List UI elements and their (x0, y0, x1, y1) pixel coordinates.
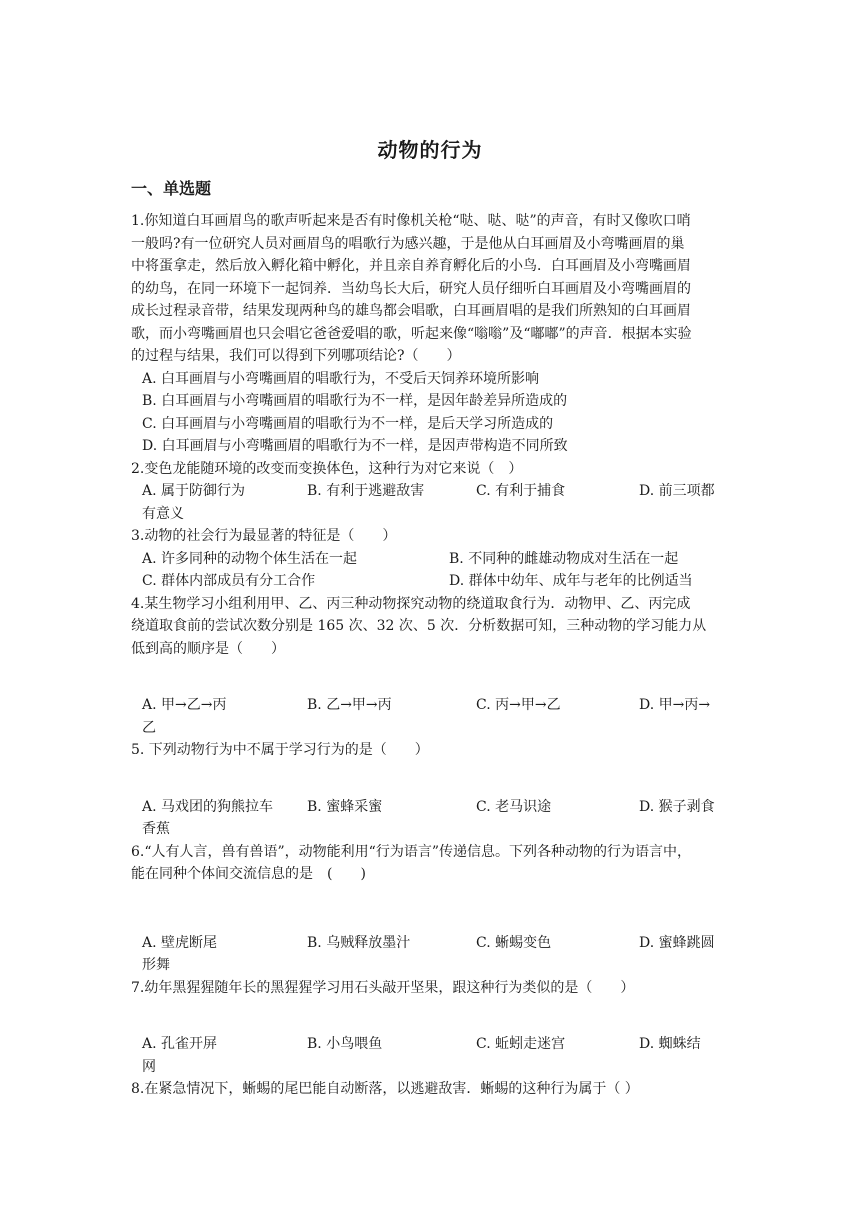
question-stem: 5. 下列动物行为中不属于学习行为的是（ ） (131, 742, 429, 758)
question-stem: 成长过程录音带，结果发现两种鸟的雄鸟都会唱歌，白耳画眉唱的是我们所熟知的白耳画眉 (131, 303, 691, 319)
option-a: A. 马戏团的狗熊拉车 (142, 798, 274, 815)
options-row (131, 548, 731, 571)
option-c: C. 白耳画眉与小弯嘴画眉的唱歌行为不一样，是后天学习所造成的 (142, 415, 554, 432)
question-stem: 4.某生物学习小组利用甲、乙、丙三种动物探究动物的绕道取食行为．动物甲、乙、丙完成 (131, 595, 691, 612)
option-c: C. 蜥蜴变色 (476, 934, 552, 951)
blank-space (131, 660, 731, 694)
question-stem: 3.动物的社会行为最显著的特征是（ ） (131, 528, 397, 544)
blank-space (131, 762, 731, 796)
option-b: B. 有利于逃避敌害 (307, 483, 425, 499)
option-d: D. 白耳画眉与小弯嘴画眉的唱歌行为不一样，是因声带构造不同所致 (142, 438, 568, 454)
question-3 (131, 525, 731, 593)
options-row (131, 796, 731, 819)
option-d: D. 前三项都 (639, 483, 715, 499)
question-stem: 1.你知道白耳画眉鸟的歌声听起来是否有时像机关枪“哒、哒、哒”的声音，有时又像吹口哨 (131, 213, 691, 229)
option-d-continued: 香蕉 (142, 821, 170, 837)
option-c: C. 蚯蚓走迷宫 (476, 1036, 566, 1052)
options-row (131, 932, 731, 955)
question-stem: 低到高的顺序是（ ） (131, 640, 285, 657)
options-row (131, 480, 731, 503)
question-4 (131, 593, 731, 740)
question-stem: 能在同种个体间交流信息的是 ( ) (131, 866, 366, 882)
option-d-continued: 乙 (142, 719, 156, 736)
question-7 (131, 977, 731, 1079)
option-a: A. 属于防御行为 (142, 483, 246, 499)
option-a: A. 壁虎断尾 (142, 934, 218, 951)
option-d-continued: 网 (142, 1058, 156, 1075)
options-row (131, 1033, 731, 1056)
blank-space (131, 999, 731, 1033)
options-row (131, 570, 731, 593)
question-2 (131, 458, 731, 526)
question-stem: 中将蛋拿走，然后放入孵化箱中孵化，并且亲自养育孵化后的小鸟．白耳画眉及小弯嘴画眉 (131, 258, 691, 274)
question-stem: 歌，而小弯嘴画眉也只会唱它爸爸爱唱的歌，听起来像“嗡嗡”及“嘟嘟”的声音．根据本实验 (131, 325, 692, 342)
option-d-continued: 形舞 (142, 957, 170, 973)
option-a: A. 甲→乙→丙 (142, 697, 227, 713)
option-b: B. 蜜蜂采蜜 (307, 798, 383, 815)
question-6 (131, 841, 731, 977)
option-d-continued: 有意义 (142, 505, 184, 522)
question-stem: 的幼鸟，在同一环境下一起饲养．当幼鸟长大后，研究人员仔细听白耳画眉及小弯嘴画眉的 (131, 280, 691, 297)
option-b: B. 白耳画眉与小弯嘴画眉的唱歌行为不一样，是因年龄差异所造成的 (142, 393, 568, 409)
option-d: D. 蜘蛛结 (639, 1036, 701, 1052)
options-row (131, 694, 731, 717)
blank-space (131, 886, 731, 932)
question-1 (131, 210, 731, 458)
question-stem: 一般吗?有一位研究人员对画眉鸟的唱歌行为感兴趣，于是他从白耳画眉及小弯嘴画眉的巢 (131, 235, 685, 252)
option-b: B. 乌贼释放墨汁 (307, 934, 411, 951)
question-list (131, 210, 731, 1101)
section-heading: 一、单选题 (131, 179, 212, 198)
question-stem: 的过程与结果，我们可以得到下列哪项结论?（ ） (131, 348, 461, 364)
option-b: B. 小鸟喂鱼 (307, 1036, 383, 1052)
option-c: C. 群体内部成员有分工合作 (142, 573, 316, 589)
option-b: B. 乙→甲→丙 (307, 697, 392, 713)
option-a: A. 白耳画眉与小弯嘴画眉的唱歌行为，不受后天饲养环境所影响 (142, 370, 540, 387)
question-stem: 绕道取食前的尝试次数分别是 165 次、32 次、5 次．分析数据可知，三种动物的学习能力从 (131, 618, 707, 634)
option-d: D. 猴子剥食 (639, 798, 715, 815)
question-stem: 8.在紧急情况下，蜥蜴的尾巴能自动断落，以逃避敌害．蜥蜴的这种行为属于（ ） (131, 1081, 639, 1097)
page-title: 动物的行为 (377, 138, 483, 162)
option-d: D. 甲→丙→ (639, 697, 711, 713)
question-stem: 7.幼年黑猩猩随年长的黑猩猩学习用石头敲开坚果，跟这种行为类似的是（ ） (131, 979, 635, 996)
option-d: D. 蜜蜂跳圆 (639, 934, 715, 951)
option-b: B. 不同种的雌雄动物成对生活在一起 (449, 550, 679, 567)
option-a: A. 许多同种的动物个体生活在一起 (142, 550, 358, 567)
question-5 (131, 739, 731, 841)
option-d: D. 群体中幼年、成年与老年的比例适当 (449, 573, 693, 589)
option-a: A. 孔雀开屏 (142, 1036, 218, 1052)
question-stem: 6.“人有人言，兽有兽语”，动物能利用“行为语言”传递信息。下列各种动物的行为语言中， (131, 843, 691, 860)
question-stem: 2.变色龙能随环境的改变而变换体色，这种行为对它来说（ ） (131, 460, 523, 477)
question-8 (131, 1078, 731, 1101)
option-c: C. 有利于捕食 (476, 483, 566, 499)
option-c: C. 老马识途 (476, 798, 552, 815)
option-c: C. 丙→甲→乙 (476, 697, 561, 713)
